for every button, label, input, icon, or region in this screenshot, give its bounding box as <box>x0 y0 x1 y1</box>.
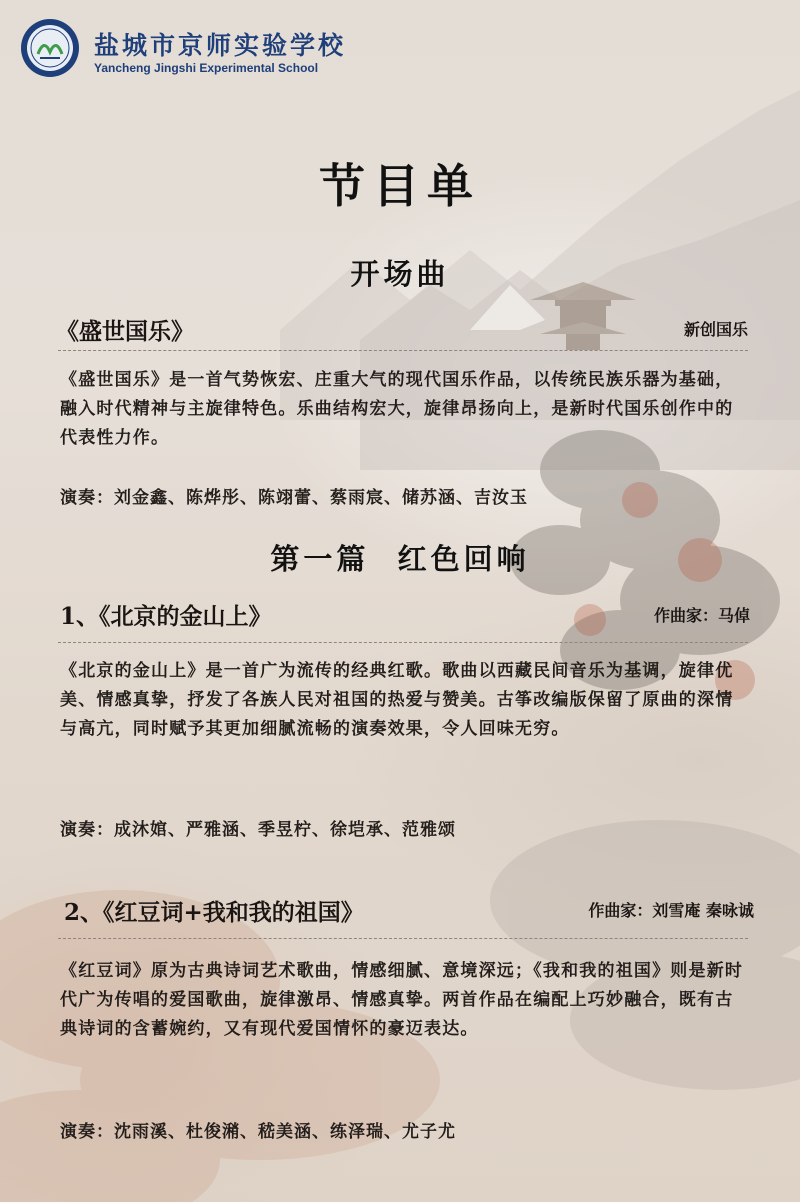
opening-performers: 演奏：刘金鑫、陈烨彤、陈翊蕾、蔡雨宸、储苏涵、吉汝玉 <box>60 488 528 508</box>
opening-piece-tag: 新创国乐 <box>683 320 748 339</box>
piece1-description: 《北京的金山上》是一首广为流传的经典红歌。歌曲以西藏民间音乐为基调，旋律优美、情感真挚，抒发了各族人民对祖国的热爱与赞美。古筝改编版保留了原曲的深情与高亢，同时赋予其更加细腻流畅的演奏效果，令人回味无穷。 <box>60 661 734 739</box>
school-logo-icon <box>20 18 80 78</box>
piece1-composer: 作曲家：马倬 <box>653 606 750 625</box>
piece2-description: 《红豆词》原为古典诗词艺术歌曲，情感细腻、意境深远；《我和我的祖国》则是新时代广为传唱的爱国歌曲，旋律激昂、情感真挚。两首作品在编配上巧妙融合，既有古典诗词的含蓄婉约，又有现代爱国情怀的豪迈表达。 <box>60 961 744 1039</box>
opening-piece-title: 《盛世国乐》 <box>56 318 194 345</box>
piece1-title: 1、《北京的金山上》 <box>60 603 272 630</box>
section1-heading: 第一篇 红色回响 <box>270 542 530 576</box>
piece2-performers: 演奏：沈雨溪、杜俊潲、嵇美涵、练泽瑞、尤子尤 <box>60 1122 456 1142</box>
page-title: 节目单 <box>319 159 481 213</box>
school-name-chinese: 盐城市京师实验学校 <box>94 31 347 60</box>
piece1-performers: 演奏：成沐婠、严雅涵、季昱柠、徐垲承、范雅颂 <box>60 820 456 840</box>
school-name-english: Yancheng Jingshi Experimental School <box>94 61 319 75</box>
piece2-title: 2、《红豆词+我和我的祖国》 <box>64 899 364 926</box>
opening-description: 《盛世国乐》是一首气势恢宏、庄重大气的现代国乐作品，以传统民族乐器为基础，融入时代精神与主旋律特色。乐曲结构宏大，旋律昂扬向上，是新时代国乐创作中的代表性力作。 <box>60 370 734 448</box>
opening-heading: 开场曲 <box>350 257 450 291</box>
divider <box>58 642 748 643</box>
divider <box>58 938 748 939</box>
piece2-composer: 作曲家：刘雪庵 秦咏诚 <box>588 901 754 920</box>
divider <box>58 350 748 351</box>
